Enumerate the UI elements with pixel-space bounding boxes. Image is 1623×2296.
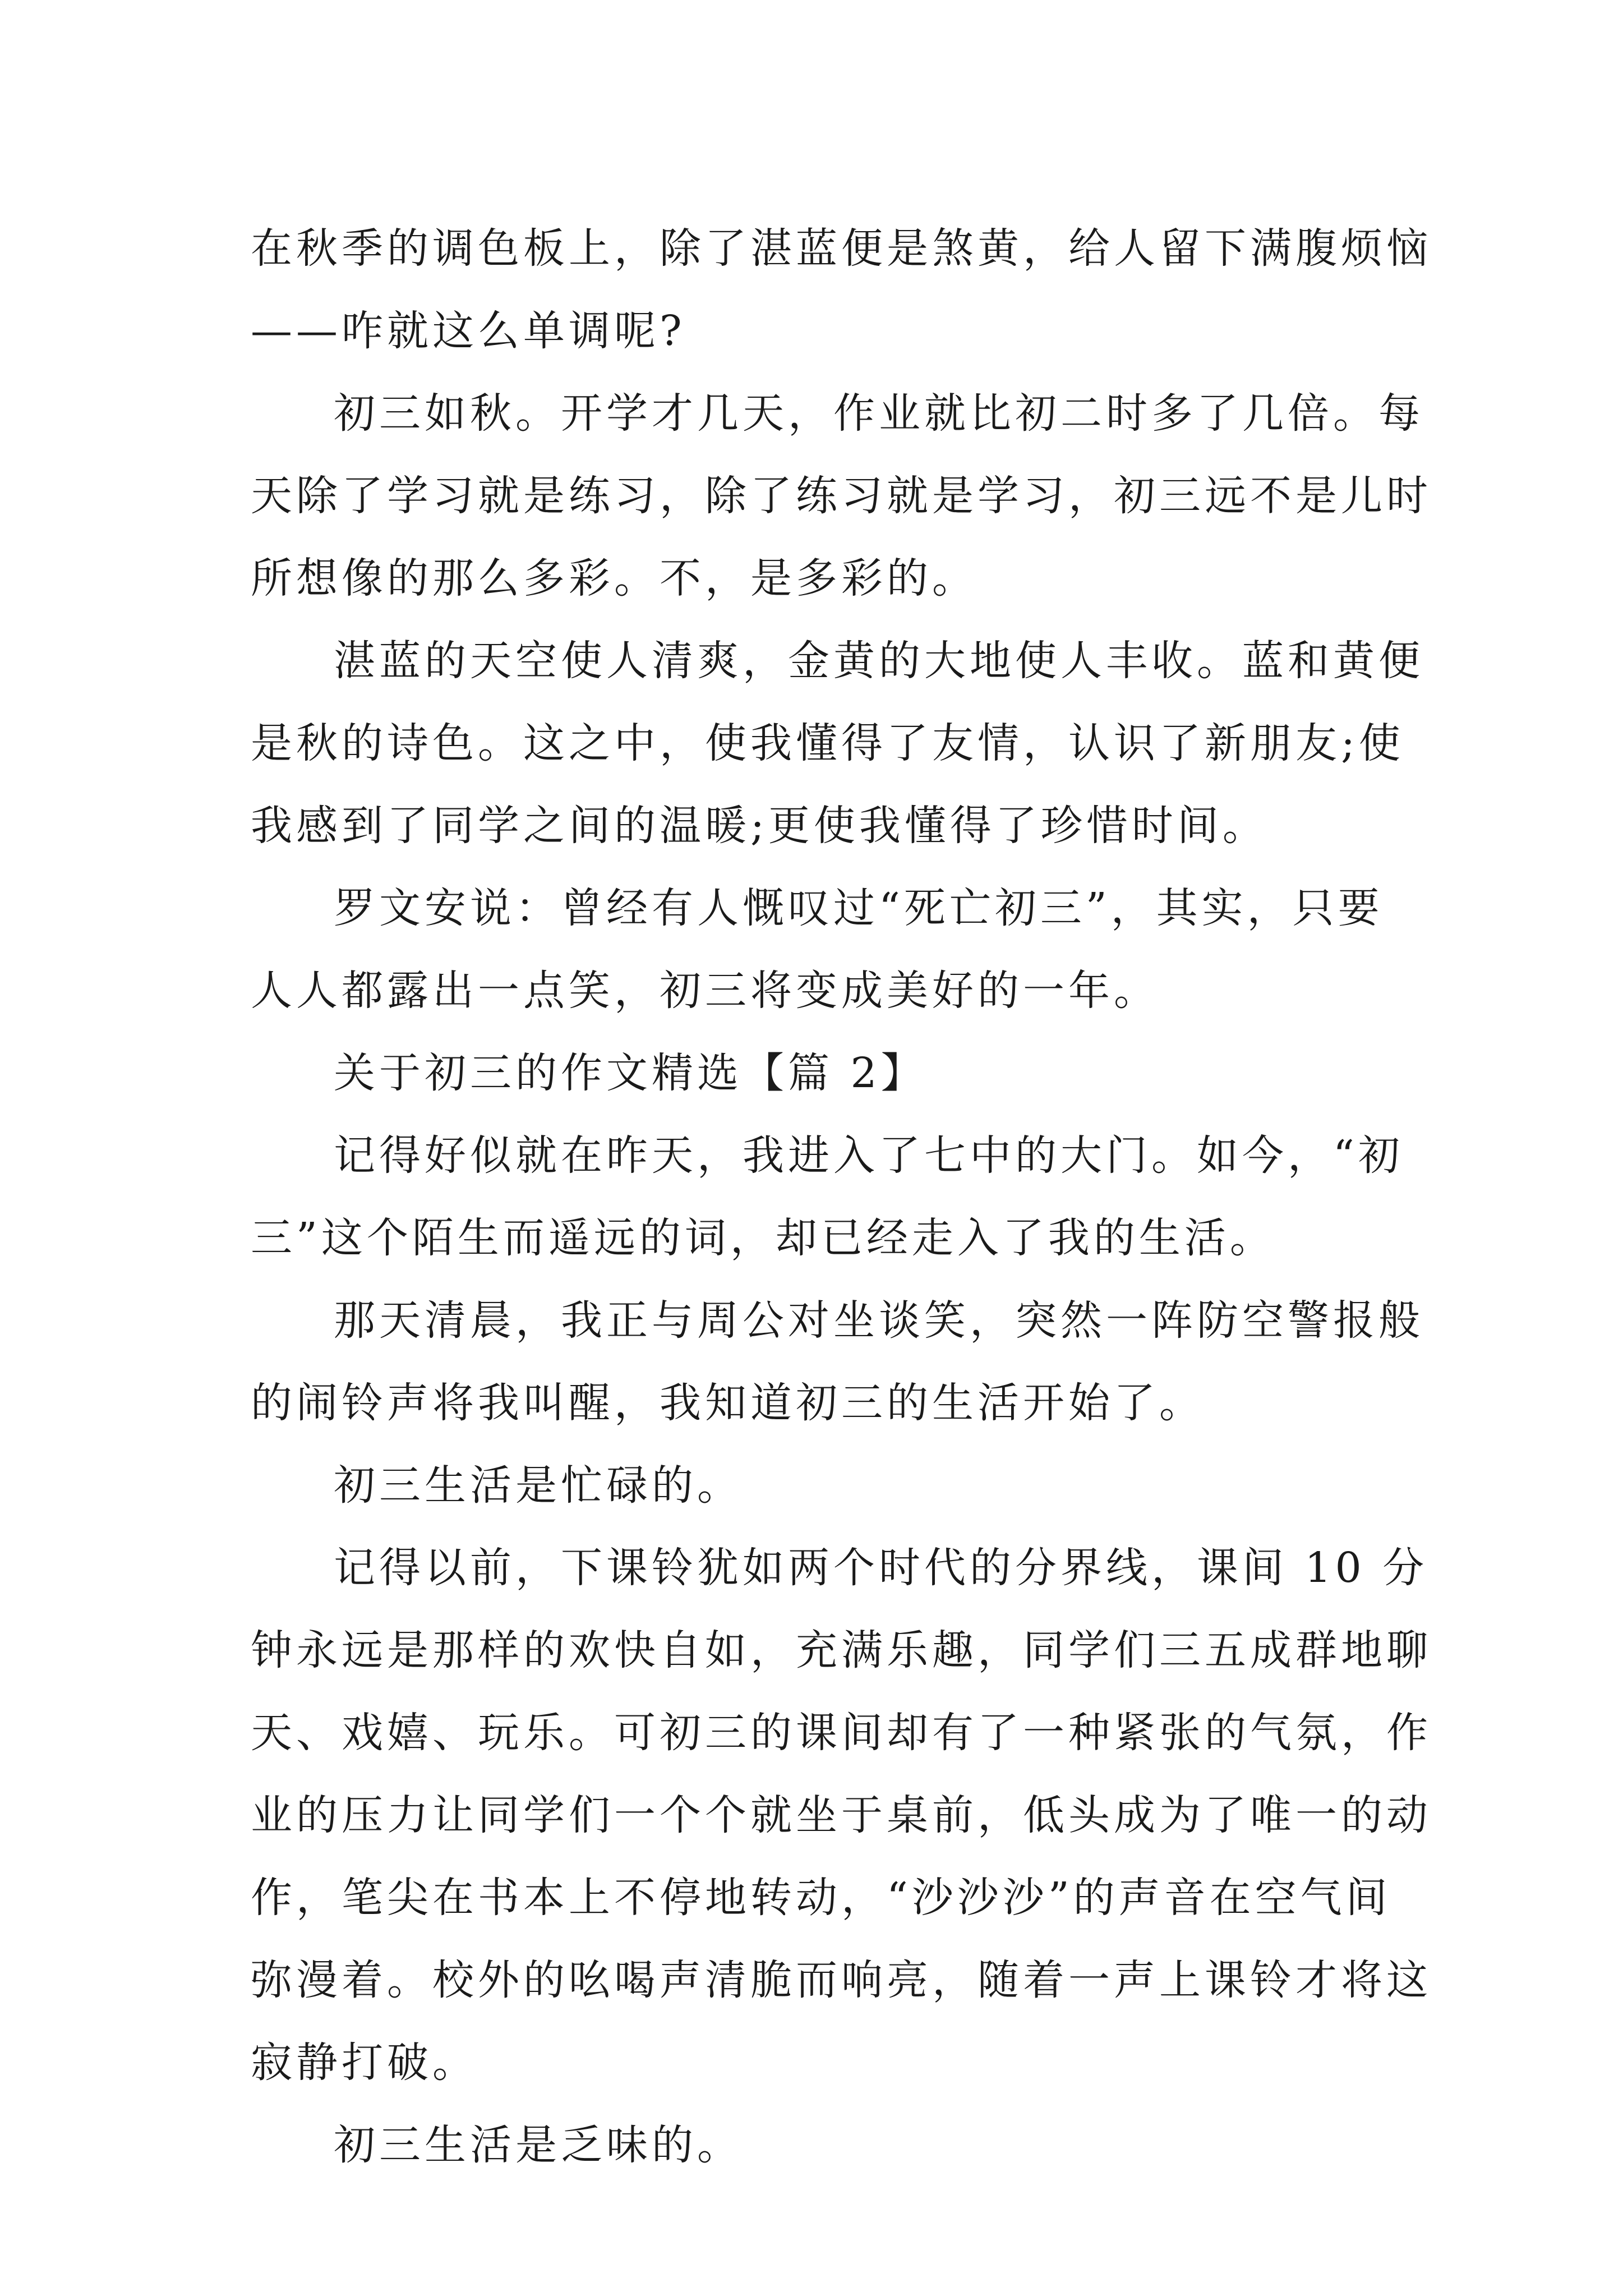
text-line: 初三如秋。开学才几天，作业就比初二时多了几倍。每 xyxy=(334,389,1424,438)
text-line: 初三生活是忙碌的。 xyxy=(334,1461,743,1510)
text-line: 那天清晨，我正与周公对坐谈笑，突然一阵防空警报般 xyxy=(334,1296,1424,1345)
text-line: 钟永远是那样的欢快自如，充满乐趣，同学们三五成群地聊 xyxy=(251,1626,1432,1674)
text-line: 初三生活是乏味的。 xyxy=(334,2121,743,2169)
text-line: 天除了学习就是练习，除了练习就是学习，初三远不是儿时 xyxy=(251,472,1432,520)
text-line: 天、戏嬉、玩乐。可初三的课间却有了一种紧张的气氛，作 xyxy=(251,1709,1432,1757)
text-line: 的闹铃声将我叫醒，我知道初三的生活开始了。 xyxy=(251,1379,1205,1427)
text-line: 三”这个陌生而遥远的词，却已经走入了我的生活。 xyxy=(251,1214,1275,1262)
text-line: 业的压力让同学们一个个就坐于桌前，低头成为了唯一的动 xyxy=(251,1791,1432,1839)
essay-text xyxy=(251,208,1432,2187)
text-line: 湛蓝的天空使人清爽，金黄的大地使人丰收。蓝和黄便 xyxy=(334,637,1424,685)
text-line: 所想像的那么多彩。不，是多彩的。 xyxy=(251,554,978,602)
text-line: 是秋的诗色。这之中，使我懂得了友情，认识了新朋友;使 xyxy=(251,719,1404,767)
text-line: 作，笔尖在书本上不停地转动，“沙沙沙”的声音在空气间 xyxy=(251,1874,1391,1922)
text-line: 我感到了同学之间的温暖;更使我懂得了珍惜时间。 xyxy=(251,802,1268,850)
text-line: 在秋季的调色板上，除了湛蓝便是煞黄，给人留下满腹烦恼 xyxy=(251,224,1432,273)
text-line: ——咋就这么单调呢? xyxy=(251,307,686,355)
text-line: 寂静打破。 xyxy=(251,2039,478,2087)
text-line: 人人都露出一点笑，初三将变成美好的一年。 xyxy=(251,967,1159,1015)
text-line: 罗文安说：曾经有人慨叹过“死亡初三”，其实，只要 xyxy=(334,884,1384,932)
section-heading: 关于初三的作文精选【篇 2】 xyxy=(334,1049,926,1097)
text-line: 弥漫着。校外的吆喝声清脆而响亮，随着一声上课铃才将这 xyxy=(251,1956,1432,2004)
text-line: 记得以前，下课铃犹如两个时代的分界线，课间 10 分 xyxy=(334,1544,1428,1592)
text-line: 记得好似就在昨天，我进入了七中的大门。如今，“初 xyxy=(334,1131,1404,1180)
